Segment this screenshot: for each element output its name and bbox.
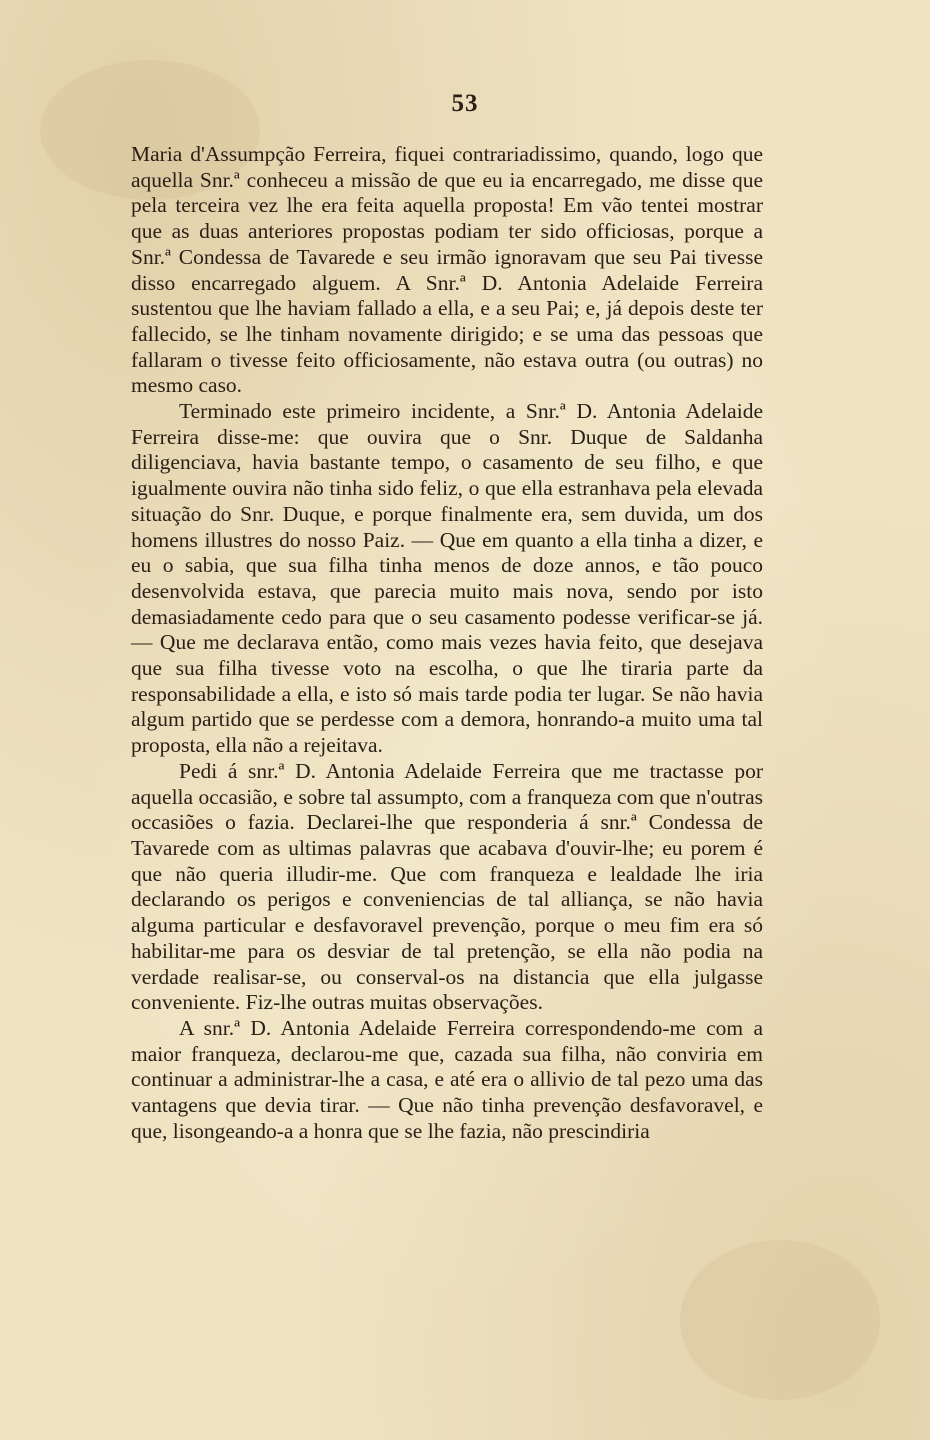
paragraph: A snr.ª D. Antonia Adelaide Ferreira correspondendo-me com a maior franqueza, declarou-me que, cazada sua filha, não conviria em continuar a administrar-lhe a casa, e até era o allivio de tal pezo uma das vantagens que devia tirar. — Que não tinha prevenção desfavoravel, e que, lisongeando-a a honra que se lhe fazia, não prescindiria [131, 1015, 763, 1143]
paragraph: Maria d'Assumpção Ferreira, fiquei contrariadissimo, quando, logo que aquella Snr.ª conheceu a missão de que eu ia encarregado, me disse que pela terceira vez lhe era feita aquella proposta! Em vão tentei mostrar que as duas anteriores propostas podiam ter sido officiosas, porque a Snr.ª Condessa de Tavarede e seu irmão ignoravam que seu Pai tivesse disso encarregado alguem. A Snr.ª D. Antonia Adelaide Ferreira sustentou que lhe haviam fallado a ella, e a seu Pai; e, já depois deste ter fallecido, se lhe tinham novamente dirigido; e se uma das pessoas que fallaram o tivesse feito officiosamente, não estava outra (ou outras) no mesmo caso. [131, 142, 763, 398]
paper-stain [680, 1240, 880, 1400]
page-number: 53 [451, 90, 479, 117]
page-body [131, 142, 763, 1144]
paragraph: Pedi á snr.ª D. Antonia Adelaide Ferreira que me tractasse por aquella occasião, e sobre tal assumpto, com a franqueza com que n'outras occasiões o fazia. Declarei-lhe que responderia á snr.ª Condessa de Tavarede com as ultimas palavras que acabava d'ouvir-lhe; eu porem é que não queria illudir-me. Que com franqueza e lealdade lhe iria declarando os perigos e conveniencias de tal alliança, se não havia alguma particular e desfavoravel prevenção, porque o meu fim era só habilitar-me para os desviar de tal pretenção, se ella não podia na verdade realisar-se, ou conserval-os na distancia que ella julgasse conveniente. Fiz-lhe outras muitas observações. [131, 758, 763, 1015]
paragraph: Terminado este primeiro incidente, a Snr.ª D. Antonia Adelaide Ferreira disse-me: que ouvira que o Snr. Duque de Saldanha diligenciava, havia bastante tempo, o casamento de seu filho, e que igualmente ouvira não tinha sido feliz, o que ella estranhava pela elevada situação do Snr. Duque, e porque finalmente era, sem duvida, um dos homens illustres do nosso Paiz. — Que em quanto a ella tinha a dizer, e eu o sabia, que sua filha tinha menos de doze annos, e tão pouco desenvolvida estava, que parecia muito mais nova, sendo por isto demasiadamente cedo para que o seu casamento podesse verificar-se já. — Que me declarava então, como mais vezes havia feito, que desejava que sua filha tivesse voto na escolha, o que lhe tiraria parte da responsabilidade a ella, e isto só mais tarde podia ter lugar. Se não havia algum partido que se perdesse com a demora, honrando-a muito uma tal proposta, ella não a rejeitava. [131, 399, 763, 758]
